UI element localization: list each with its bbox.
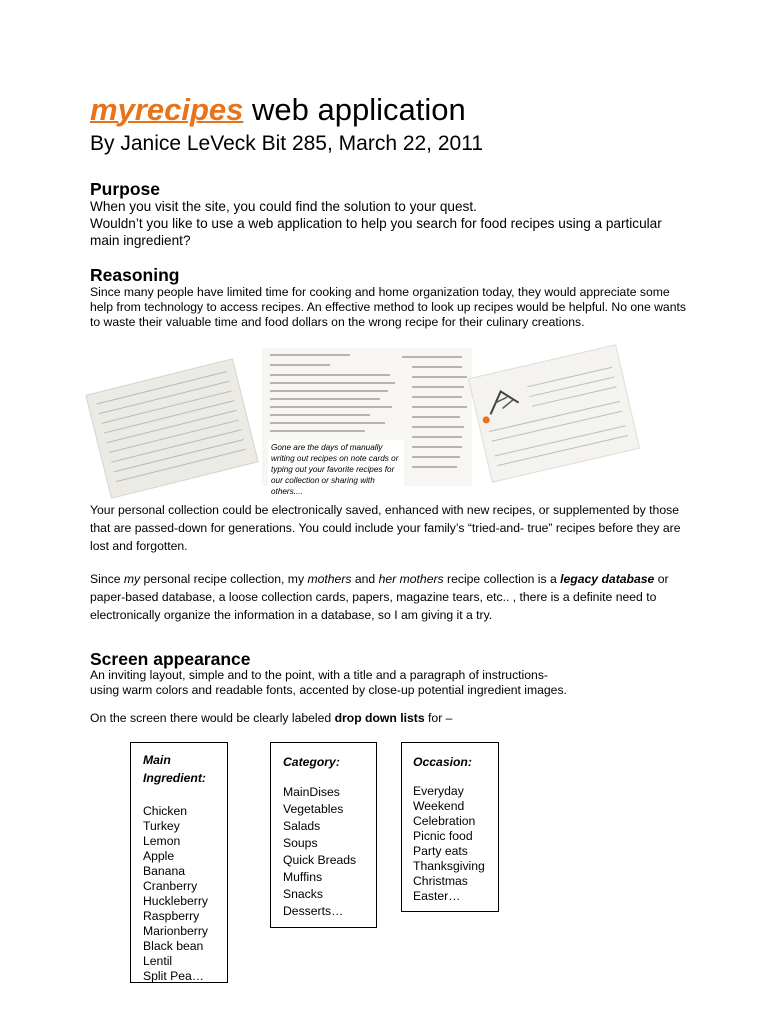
- text-run: Since: [90, 572, 124, 586]
- text-run: or paper-based database, a loose collection cards, papers, magazine tears, etc.. , there is a definite need to electronically organize the information in a database, so I am giving it a try.: [90, 572, 669, 622]
- list-item[interactable]: Chicken: [143, 804, 188, 818]
- list-item[interactable]: Cranberry: [143, 879, 198, 893]
- occasion-header: Occasion:: [413, 755, 472, 769]
- title-rest: web application: [243, 92, 466, 127]
- main-ingredient-header-line: Main: [143, 753, 171, 767]
- emphasis-mothers: mothers: [307, 572, 352, 586]
- document-title: [90, 90, 466, 130]
- reasoning-paragraph: Since many people have limited time for cooking and home organization today, they would appreciate some help from technology to access recipes. An effective method to look up recipes would be helpful. No one wants to waste their valuable time and food dollars on the wrong recipe for their culinary creations.: [90, 285, 686, 330]
- list-item[interactable]: Everyday: [413, 784, 464, 798]
- collection-text: [90, 501, 690, 555]
- screen-line: An inviting layout, simple and to the point, with a title and a paragraph of instructions-: [90, 668, 548, 682]
- dropdown-intro-line: [90, 711, 690, 726]
- emphasis-legacy-database: legacy database: [560, 572, 655, 586]
- list-item[interactable]: Banana: [143, 864, 186, 878]
- purpose-text: [90, 198, 690, 250]
- list-item[interactable]: Turkey: [143, 819, 180, 833]
- text-run: recipe collection is a: [443, 572, 561, 586]
- purpose-heading: Purpose: [90, 179, 161, 199]
- handwritten-recipe-card-image: [85, 358, 258, 499]
- list-item[interactable]: Muffins: [283, 870, 323, 884]
- screen-appearance-text: [90, 668, 690, 698]
- text-run: On the screen there would be clearly labeled: [90, 711, 335, 725]
- emphasis-dropdown-lists: drop down lists: [334, 711, 425, 725]
- list-item[interactable]: Salads: [283, 819, 321, 833]
- main-ingredient-items: [143, 804, 227, 984]
- main-ingredient-list[interactable]: [130, 742, 228, 983]
- list-item[interactable]: Marionberry: [143, 924, 209, 938]
- list-item[interactable]: Vegetables: [283, 802, 344, 816]
- text-run: personal recipe collection, my: [140, 572, 308, 586]
- dropdown-intro: [90, 711, 690, 726]
- list-item[interactable]: MainDises: [283, 785, 340, 799]
- emphasis-her-mothers: her mothers: [378, 572, 444, 586]
- list-item[interactable]: Black bean: [143, 939, 204, 953]
- image-caption: Gone are the days of manually writing out recipes on note cards or typing out your favorite recipes for our collection or sharing with others....: [268, 440, 404, 499]
- text-run: and: [351, 572, 379, 586]
- purpose-line: When you visit the site, you could find the solution to your quest.: [90, 199, 477, 214]
- herb-sketch-icon: [480, 382, 526, 420]
- screen-line: using warm colors and readable fonts, accented by close-up potential ingredient images.: [90, 683, 567, 698]
- list-item[interactable]: Quick Breads: [283, 853, 357, 867]
- illustrated-recipe-card-image: [468, 344, 640, 482]
- list-item[interactable]: Snacks: [283, 887, 323, 901]
- legacy-text: [90, 570, 690, 624]
- list-item[interactable]: Thanksgiving: [413, 859, 485, 873]
- list-item[interactable]: Celebration: [413, 814, 476, 828]
- list-item[interactable]: Picnic food: [413, 829, 473, 843]
- list-item[interactable]: Lentil: [143, 954, 173, 968]
- category-items: [283, 784, 376, 920]
- list-item[interactable]: Easter…: [413, 889, 461, 903]
- list-item[interactable]: Raspberry: [143, 909, 200, 923]
- main-ingredient-header-line: Ingredient:: [143, 771, 206, 785]
- reasoning-heading: Reasoning: [90, 265, 180, 285]
- category-header: Category:: [283, 755, 340, 769]
- category-list[interactable]: [270, 742, 377, 928]
- list-item[interactable]: Desserts…: [283, 904, 344, 918]
- list-item[interactable]: Huckleberry: [143, 894, 209, 908]
- legacy-paragraph: [90, 570, 690, 624]
- emphasis-my: my: [123, 572, 141, 586]
- occasion-list[interactable]: [401, 742, 499, 912]
- byline: By Janice LeVeck Bit 285, March 22, 2011: [90, 132, 484, 155]
- list-item[interactable]: Christmas: [413, 874, 468, 888]
- list-item[interactable]: Split Pea…: [143, 969, 204, 983]
- list-item[interactable]: Apple: [143, 849, 175, 863]
- reasoning-text: [90, 285, 690, 331]
- list-item[interactable]: Lemon: [143, 834, 181, 848]
- collection-paragraph: Your personal collection could be electronically saved, enhanced with new recipes, or supplemented by those that are passed-down for generations. You could include your family’s “tried-and- true” recipes before they are lost and forgotten.: [90, 503, 681, 553]
- list-item[interactable]: Weekend: [413, 799, 465, 813]
- text-run: for –: [424, 711, 453, 725]
- list-item[interactable]: Soups: [283, 836, 318, 850]
- main-ingredient-header: [143, 751, 227, 787]
- screen-appearance-heading: Screen appearance: [90, 649, 251, 669]
- occasion-items: [413, 784, 498, 904]
- list-item[interactable]: Party eats: [413, 844, 468, 858]
- typed-recipe-card-image: [262, 348, 472, 496]
- purpose-line: Wouldn’t you like to use a web application to help you search for food recipes using a particular main ingredient?: [90, 216, 662, 249]
- brand-name: myrecipes: [90, 92, 244, 127]
